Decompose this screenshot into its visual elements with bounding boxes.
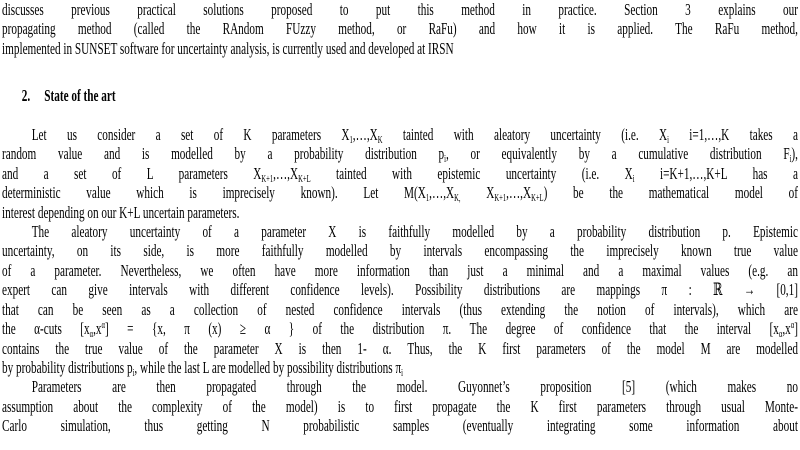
intro-paragraph [2, 0, 798, 58]
text-line [2, 125, 798, 144]
text-run: , while the last L are modelled by possibility distributions π [134, 358, 402, 377]
text-run: X [460, 183, 495, 203]
text-run: ,…,X [273, 163, 299, 183]
text-run: Carlo simulation, thus getting N probabilistic samples (eventually integrating some information about [2, 416, 798, 436]
subscript: 1 [425, 193, 430, 203]
text-run: , or equivalently by a cumulative distribution F [445, 144, 790, 164]
text-run: i=K+1,…,K+L has a [634, 163, 798, 183]
text-line [2, 203, 798, 222]
text-line [2, 222, 798, 241]
text-run: The aleatory uncertainty of a parameter X is faithfully modelled by a probability distribution p. Epistemic [31, 221, 798, 241]
paragraph [2, 377, 798, 435]
section-heading [2, 86, 798, 105]
text-run: uncertainty, on its side, is more faithfully modelled by intervals encompassing the imprecisely known true value [2, 241, 798, 261]
subscript: i [444, 154, 446, 164]
text-run: assumption about the complexity of the model) is to first propagate the K first parameters through usual Monte- [2, 396, 798, 416]
text-run: of a parameter. Nevertheless, we often have more information than just a minimal and a maximal values (e.g. an [2, 260, 798, 280]
subscript: i [667, 134, 669, 145]
text-run: ,…,X [429, 183, 455, 203]
subscript: K [377, 134, 383, 145]
text-run: and a set of L parameters X [2, 163, 262, 183]
text-run: tainted with aleatory uncertainty (i.e. X [382, 124, 668, 144]
section-number: 2. [21, 86, 31, 106]
text-run: Let us consider a set of K parameters X [31, 124, 350, 144]
section-body [2, 125, 798, 436]
text-line [2, 280, 798, 299]
text-line [2, 358, 798, 377]
subscript: i [632, 173, 635, 184]
text-line [2, 241, 798, 260]
text-line [2, 416, 798, 435]
paragraph [2, 0, 798, 58]
text-line [2, 339, 798, 358]
text-line [2, 261, 798, 280]
text-run: deterministic value which is imprecisely known). Let M(X [2, 183, 426, 203]
text-line [2, 319, 798, 338]
subscript: K+1 [261, 173, 274, 184]
text-run: discusses previous practical solutions proposed to put this method in practice. Section 3 explains our [2, 0, 798, 19]
text-line [2, 0, 798, 19]
text-run: implemented in SUNSET software for uncertainty analysis, is currently used and developed at IRSN [2, 38, 454, 58]
text-run: ), [791, 144, 798, 164]
text-run: ,…,X [352, 124, 378, 144]
subscript: K+1 [494, 193, 507, 203]
text-line [2, 19, 798, 38]
text-run: ,…,X [506, 183, 532, 203]
text-run: random value and is modelled by a probability distribution p [2, 144, 445, 164]
document-page [2, 0, 798, 436]
subscript: α [778, 329, 783, 339]
text-run: ,x [782, 319, 791, 339]
text-run: that can be seen as a collection of nested confidence intervals (thus extending the notion of intervals), which are [2, 299, 798, 319]
text-line [2, 300, 798, 319]
text-run: ,x [93, 319, 102, 339]
subscript: K, [454, 193, 461, 203]
subscript: K+L [531, 193, 544, 203]
text-run: ] [794, 319, 798, 339]
text-run: the α-cuts [x [2, 319, 90, 339]
text-line [2, 377, 798, 396]
text-run: interest depending on our K+L uncertain parameters. [2, 202, 240, 222]
subscript: K+L [298, 173, 311, 184]
section-title: State of the art [44, 86, 116, 106]
text-line [2, 144, 798, 163]
text-run: contains the true value of the parameter X is then 1- α. Thus, the K first parameters of the model M are modelled [2, 338, 798, 358]
text-run: i=1,…,K takes a [668, 124, 798, 144]
text-run: tainted with epistemic uncertainty (i.e. X [310, 163, 633, 183]
subscript: i [401, 368, 403, 379]
text-run: expert can give intervals with different confidence levels). Possibility distributions are mappings π : ℝ → [0,1] [2, 280, 798, 300]
text-line [2, 39, 798, 58]
paragraph [2, 222, 798, 378]
subscript: 1 [349, 134, 353, 145]
superscript: α [101, 320, 105, 332]
text-line [2, 164, 798, 183]
text-line [2, 183, 798, 202]
text-run: by probability distributions p [2, 358, 133, 377]
text-run: Parameters are then propagated through the model. Guyonnet’s proposition [5] (which makes no [31, 377, 798, 397]
text-run: ) be the mathematical model of [543, 183, 798, 203]
text-line [2, 397, 798, 416]
subscript: i [789, 154, 792, 164]
superscript: α [790, 320, 795, 332]
paragraph [2, 125, 798, 222]
text-run: ] = {x, π (x) ≥ α } of the distribution π. The degree of confidence that the interval [x [104, 319, 779, 339]
text-run: propagating method (called the RAndom FUzzy method, or RaFu) and how it is applied. The RaFu method, [2, 19, 798, 39]
subscript: α [89, 329, 94, 339]
subscript: i [132, 368, 135, 379]
